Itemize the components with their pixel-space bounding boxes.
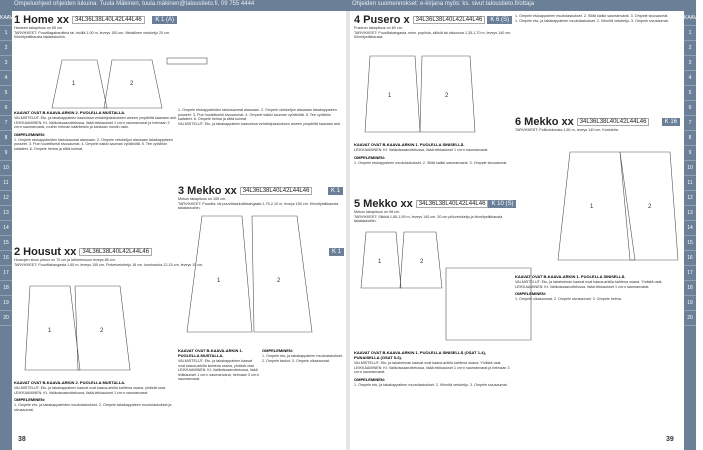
continuation-text-2: 1. Ompele etu- ja takakappaleen muotolaskokset. 2. Kiinnitä vetoketju. 3. Ompele sivusaumat.: [515, 18, 669, 23]
materials-text: TARVIKKEET: Puuvillakangasta 1,65 m, leveys 150 cm. Polvetvetoketju 18 cm, kuminauha 12-15 cm, leveys 15 cm.: [14, 262, 204, 267]
sidebar-tab: 7: [0, 116, 12, 131]
sidebar-tab: KAAVAT: [0, 11, 12, 26]
sewing-heading: OMPELEMINEN:: [14, 397, 46, 403]
pattern-label: KAAVAT OVAT B-KAAVA-ARKIN 2. PUOLELLA MUSTALLA.: [14, 380, 126, 385]
svg-text:2: 2: [420, 259, 424, 265]
sidebar-tab: 15: [684, 236, 696, 251]
sidebar-tab: 17: [684, 266, 696, 281]
prep-text: VALMISTELUT: Etu- ja takakappaleen kaavat ovat kaava-arkilla kahtena osana, yhdistä osat.: [14, 386, 166, 390]
sidebar-tab: 3: [684, 56, 696, 71]
svg-text:1: 1: [388, 93, 392, 99]
size-tag: K 1: [328, 187, 343, 195]
sidebar-tab: 14: [0, 221, 12, 236]
sidebar-tab: 20: [0, 311, 12, 326]
section-mekko6-body: [515, 272, 680, 302]
trousers-pattern-diagram: [20, 282, 170, 374]
sewing-steps: 1. Ompele etu- ja takakappaleen muotolaskokset. 2. Ompele taskut. 3. Ompele olkasaumat.: [262, 354, 343, 363]
cutting-text: LEIKKAAMINEN: Kt. Valikoissaanottelussa, lisää leikkaukset 1 cm:n saumanvarat.: [14, 390, 149, 395]
sidebar-tab: 4: [684, 71, 696, 86]
sidebar-tab: 20: [684, 311, 696, 326]
sidebar-tab: 12: [684, 191, 696, 206]
section-home: [14, 14, 177, 40]
cutting-text: LEIKKAAMINEN: Kt. Valikoissaanottelussa, lisää leikkaukset 1 cm:n saumanvarat.: [515, 284, 650, 289]
sidebar-tab: 2: [0, 41, 12, 56]
sidebar-tab: 8: [0, 131, 12, 146]
sidebar-tab: 13: [684, 206, 696, 221]
sidebar-tab: 19: [0, 296, 12, 311]
cutting-text: LEIKKAAMINEN: Kt. Valikoissaanottelussa, lisää leikkaukset 1 cm:n saumanvarat, helmaan 3 cm:n saumanvarat.: [178, 368, 259, 382]
sidebar-tab: 4: [0, 71, 12, 86]
sidebar-tab: 12: [0, 191, 12, 206]
materials-text: TARVIKKEET: Puuvillagabardiinia tai -twilliä 1,00 m, leveys 150 cm. Metallinen vetoketju 20 cm. Kiinnitystikkausta takataskuihin.: [14, 30, 171, 40]
size-code: 34L36L38L40L42L44L46: [79, 248, 152, 256]
sidebar-tab: 10: [0, 161, 12, 176]
header-bar: [0, 0, 696, 11]
section-mekko3: [178, 185, 343, 211]
section-title: 5 Mekko xx: [354, 198, 413, 210]
size-tag: K 6 (S): [487, 16, 512, 24]
section-title: 1 Home xx: [14, 14, 70, 26]
svg-text:2: 2: [445, 93, 449, 99]
section-mekko3-body: [178, 346, 260, 382]
section-title: 3 Mekko xx: [178, 185, 237, 197]
cutting-text: LEIKKAAMINEN: Kt. Valikoissaanottelussa, lisää leikkaukset 1 cm:n saumanvarat ja helmaan 3 cm:n saumanvarat.: [354, 365, 510, 375]
sidebar-tab: 17: [0, 266, 12, 281]
section-home-col2: [178, 108, 343, 126]
sewing-steps: 1. Ompele etu- ja takakappaleen muotolaskokset. 2. Kiinnitä vetoketju. 3. Ompele sivusaumat.: [354, 382, 508, 387]
sewing-steps-cont2: VALMISTELUT: Etu- ja takakappaleen kaavoissa vetoketjulaskoksen alueen ympäriltä kaavaan asti.: [178, 121, 341, 126]
svg-text:2: 2: [277, 278, 281, 284]
continuation-text: 1. Ompele etukappaleen muotolaskokset. 2. Silitä kaikki saumanvarat. 3. Ompele sivusaumat.: [515, 14, 669, 18]
prep-text: VALMISTELUT: Etu- ja takakappaleen kaavat ovat kaava-arkilla kahtena osana, yhdistä osat.: [178, 359, 255, 368]
intro-text: Puseron takapituus on 60 cm.: [354, 26, 403, 30]
sidebar-tab: 6: [0, 101, 12, 116]
header-left-text: Ompeluohjeet ohjeiden lukuina: Tuula Mäkinen, tuula.mäkinen@taloustieto.fi, 09 755 4444: [14, 1, 255, 7]
sidebar-tab: 7: [684, 116, 696, 131]
sidebar-tab: 8: [684, 131, 696, 146]
sidebar-tab: 9: [684, 146, 696, 161]
pattern-label: KAAVAT OVAT B-KAAVA-ARKIN 1. PUOLELLA MUSTALLA.: [178, 348, 243, 358]
size-tag: K 16: [662, 118, 680, 126]
page-spine: [346, 11, 350, 450]
sidebar-tab: 3: [0, 56, 12, 71]
sidebar-tab: 1: [684, 26, 696, 41]
skirt-pattern-diagram: [52, 50, 222, 110]
sidebar-tab: KAAVAT: [684, 11, 696, 26]
left-sidebar: [0, 11, 19, 450]
section-pusero4-body: [354, 140, 512, 165]
page-number-left: 38: [18, 436, 26, 443]
section-mekko5: [354, 198, 512, 224]
section-mekko3-col2: [262, 346, 344, 363]
sidebar-tab: 6: [684, 101, 696, 116]
dress3-pattern-diagram: [520, 148, 680, 268]
size-code: 34L36L38L40L42L44L46: [72, 16, 145, 24]
sidebar-tab: 1: [0, 26, 12, 41]
sidebar-tab: 18: [0, 281, 12, 296]
materials-text: TARVIKKEET: Puuvillakangasta, esim. poplinia, silkkiä tai viskoosia 1,35-1,70 m, leveys 140 cm. Kiinnitystikkausta.: [354, 30, 512, 40]
size-tag: K 1 (A): [152, 16, 177, 24]
pattern-label: KAAVAT OVAT B-KAAVA-ARKIN 2. PUOLELLA MUSTALLA.: [14, 110, 126, 115]
svg-text:2: 2: [100, 328, 104, 334]
cutting-text: LEIKKAAMINEN: Kt. Valikoissaanottelussa, lisää leikkaukset 1 cm:n saumanvarat.: [354, 148, 489, 152]
size-code: 34L36L38L40L42L44L46: [577, 118, 650, 126]
sewing-steps: 1. Ompele olkasaumat. 2. Ompele sivusaumat. 3. Ompele helma.: [515, 297, 622, 302]
size-tag: K 10 (S): [488, 200, 516, 208]
section-pusero4: [354, 14, 512, 40]
size-code: 34L36L38L40L42L44L46: [413, 16, 486, 24]
materials-text: TARVIKKEET: Silkkiä 1,85-1,95 m, leveys 140 cm. 30 cm piilovetoketju ja kiinnitystikkausta takataskuihin.: [354, 214, 503, 224]
section-title: 6 Mekko xx: [515, 116, 574, 128]
right-sidebar: [684, 11, 703, 450]
sewing-steps: 1. Ompele etu- ja takakappaleiden muotolaskokset. 2. Ompele takakappaleen muotolaskokset ja sivusaumat.: [14, 403, 172, 412]
sidebar-tab: 13: [0, 206, 12, 221]
sidebar-tab: 9: [0, 146, 12, 161]
dress-pattern-diagram: [182, 212, 342, 342]
right-continuation: [515, 14, 680, 23]
size-tag: K 1: [329, 248, 344, 256]
blouse-pattern-diagram: [360, 52, 520, 137]
dress2-pattern-diagram: [356, 228, 536, 344]
svg-text:2: 2: [130, 81, 134, 87]
pattern-label: KAAVAT OVAT B-KAAVA-ARKIN 1. PUOLELLA SINISELLÄ (OSAT 1-4), PUNAISELLA (OSAT 5-6).: [354, 350, 486, 360]
svg-text:1: 1: [48, 328, 52, 334]
sewing-heading: OMPELEMINEN:: [262, 348, 294, 353]
sidebar-tab: 19: [684, 296, 696, 311]
size-code: 34L36L38L40L42L44L46: [416, 200, 489, 208]
section-housut-body: [14, 378, 177, 412]
pattern-label: KAAVAT OVAT B-KAAVA-ARKIN 1. PUOLELLA SINISELLÄ.: [515, 274, 626, 279]
cutting-text: LEIKKAAMINEN: Kt. Valikoissaanottelussa, lisää leikkaukset 1 cm:n saumanvarat ja helmaan 3 cm:n saumanvarat, muihin helman käänteisiin ja kankaan moniin osiin.: [14, 120, 170, 130]
sidebar-tab: 2: [684, 41, 696, 56]
section-mekko5-body: [354, 348, 512, 387]
prep-text: VALMISTELUT: Etu- ja takaheiman kaavat ovat kaava-arkilla kahtena osana. Yhdistä osat.: [515, 280, 663, 284]
prep-text: VALMISTELUT: Etu- ja takaheiman kaavat ovat kaava-arkilla kahtena osana. Yhdistä osat.: [354, 361, 502, 365]
svg-text:1: 1: [590, 204, 594, 210]
sidebar-tab: 11: [0, 176, 12, 191]
intro-text: Housujen sivun pituus on 70 cm ja lahkeensuun leveys 85 cm.: [14, 258, 116, 262]
svg-text:1: 1: [378, 259, 382, 265]
sewing-heading: OMPELEMINEN:: [354, 154, 386, 160]
sewing-steps: 1. Ompele etukappaleiden taskusaumat alaosaan. 2. Ompele vetoketjun alaosaan takakappaleen pusseet. 3. Pue huolellisesti sivusaumat. 4. Ompele kaikki sauman vyötäröltä. 5. Tee vyötärön kaitaleet. 6. Ompele helma ja silitä kulmat.: [14, 137, 173, 151]
sidebar-tab: 5: [0, 86, 12, 101]
materials-text: TARVIKKEET: Polikviskoosia 1,60 m, leveys 140 cm. Koristeita.: [515, 128, 619, 132]
sewing-heading: OMPELEMINEN:: [354, 376, 386, 382]
section-title: 4 Pusero x: [354, 14, 410, 26]
svg-text:1: 1: [217, 278, 221, 284]
section-title: 2 Housut xx: [14, 246, 77, 258]
sidebar-tab: 16: [684, 251, 696, 266]
sidebar-tab: 15: [0, 236, 12, 251]
sewing-heading: OMPELEMINEN:: [515, 291, 547, 297]
pattern-label: KAAVAT OVAT B-KAAVA-ARKIN 1. PUOLELLA SINISELLÄ.: [354, 142, 465, 147]
prep-text: VALMISTELUT: Etu- ja takakappaleen kaavoissa vetoketjulaskoksen alueen ympäriltä kaavaan asti.: [14, 116, 177, 120]
size-code: 34L36L38L40L42L44L46: [240, 187, 313, 195]
intro-text: Mekon takapituus on 98 cm.: [354, 210, 401, 214]
sewing-steps: 1. Ompele etukappaleen muotolaskokset. 2. Silitä kaikki saumanvarat. 3. Ompele sivusaumat.: [354, 160, 508, 165]
sidebar-tab: 14: [684, 221, 696, 236]
header-right-text: Ohjeiden suomennokset: e-kirjana myös: ks. sivut taloustieto.fi/ottaja: [352, 1, 535, 7]
materials-text: TARVIKKEET: Puuvilla- tai puuvillasekoitekangasta 1,75-2,10 m, leveys 150 cm. Kiinnitystikkausta takataskuihin.: [178, 201, 339, 211]
sewing-steps-cont: 1. Ompele etukappaleiden taskusaumat alaosaan. 2. Ompele vetoketjun alaosaan takakappaleen pusseet. 3. Pue huolellisesti sivusaumat. 4. Ompele kaikki sauman vyötäröltä. 5. Tee vyötärön kaitaleet. 6. Ompele helma ja silitä kulmat.: [178, 108, 337, 122]
sidebar-tab: 11: [684, 176, 696, 191]
page-number-right: 39: [666, 436, 674, 443]
intro-text: Mekon takapituus on 105 cm.: [178, 197, 227, 201]
svg-text:2: 2: [648, 204, 652, 210]
section-home-body: [14, 108, 177, 152]
sidebar-tab: 16: [0, 251, 12, 266]
sidebar-tab: 18: [684, 281, 696, 296]
sidebar-tab: 5: [684, 86, 696, 101]
svg-text:1: 1: [72, 81, 76, 87]
sidebar-tab: 10: [684, 161, 696, 176]
sewing-heading: OMPELEMINEN:: [14, 131, 46, 137]
intro-text: Hameen takapituus on 65 cm.: [14, 26, 63, 30]
section-mekko6: [515, 116, 680, 133]
